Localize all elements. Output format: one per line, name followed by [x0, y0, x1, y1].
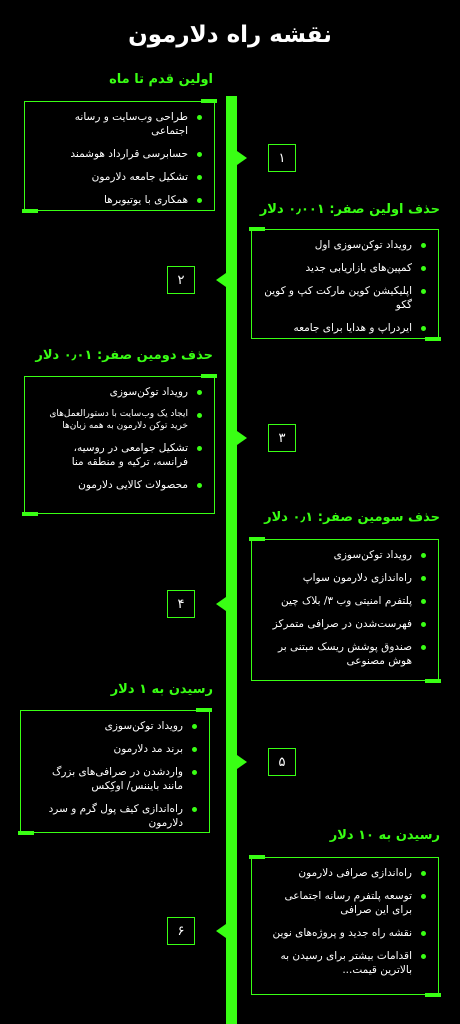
list-item: فهرست‌شدن در صرافی متمرکز — [264, 617, 426, 631]
list-item: پلتفرم امنیتی وب ۳/ بلاک چین — [264, 594, 426, 608]
list-item: صندوق پوشش ریسک مبتنی بر هوش مصنوعی — [264, 640, 426, 668]
list-item: رویداد توکن‌سوزی — [264, 548, 426, 562]
list-item: راه‌اندازی صرافی دلارمون — [264, 866, 426, 880]
phase-1-heading: اولین قدم تا ماه — [109, 72, 213, 87]
phase-1-card — [24, 101, 215, 211]
phase-5-card — [20, 710, 210, 833]
phase-2-heading: حذف اولین صفر: ۰٫۰۰۱ دلار — [259, 202, 440, 217]
list-item: کمپین‌های بازاریابی جدید — [264, 261, 426, 275]
page-title: نقشه راه دلارمون — [128, 22, 332, 48]
list-item: رویداد توکن‌سوزی — [37, 385, 202, 399]
phase-4-number: ۴ — [167, 590, 195, 618]
arrow-2 — [216, 273, 226, 287]
phase-4-card — [251, 539, 439, 681]
list-item: راه‌اندازی دلارمون سواپ — [264, 571, 426, 585]
list-item: محصولات کالایی دلارمون — [37, 478, 202, 492]
phase-5-number: ۵ — [268, 748, 296, 776]
list-item: توسعه پلتفرم رسانه اجتماعی برای این صرافی — [264, 889, 426, 917]
phase-4-heading: حذف سومین صفر: ۰٫۱ دلار — [264, 510, 440, 525]
phase-2-card — [251, 229, 439, 339]
phase-6-card — [251, 857, 439, 995]
list-item: نقشه راه جدید و پروژه‌های نوین — [264, 926, 426, 940]
list-item: راه‌اندازی کیف پول گرم و سرد دلارمون — [33, 802, 197, 830]
list-item: رویداد توکن‌سوزی اول — [264, 238, 426, 252]
list-item: رویداد توکن‌سوزی — [33, 719, 197, 733]
list-item: طراحی وب‌سایت و رسانه اجتماعی — [37, 110, 202, 138]
list-item: همکاری با یوتیوبرها — [37, 193, 202, 207]
arrow-6 — [216, 924, 226, 938]
phase-2-number: ۲ — [167, 266, 195, 294]
arrow-4 — [216, 597, 226, 611]
list-item: ایردراپ و هدایا برای جامعه — [264, 321, 426, 335]
list-item: تشکیل جامعه دلارمون — [37, 170, 202, 184]
arrow-3 — [237, 431, 247, 445]
list-item: اپلیکیشن کوین مارکت کپ و کوین گکو — [264, 284, 426, 312]
phase-3-heading: حذف دومین صفر: ۰٫۰۱ دلار — [35, 348, 213, 363]
list-item: برند مد دلارمون — [33, 742, 197, 756]
phase-3-number: ۳ — [268, 424, 296, 452]
phase-6-number: ۶ — [167, 917, 195, 945]
list-item: تشکیل جوامعی در روسیه، فرانسه، ترکیه و منطقه منا — [37, 441, 202, 469]
arrow-1 — [237, 151, 247, 165]
timeline-line — [226, 96, 237, 1024]
list-item: ایجاد یک وب‌سایت با دستورالعمل‌های خرید توکن دلارمون به همه زبان‌ها — [37, 408, 202, 432]
list-item: اقدامات بیشتر برای رسیدن به بالاترین قیمت... — [264, 949, 426, 977]
phase-5-heading: رسیدن به ۱ دلار — [110, 682, 213, 697]
phase-3-card — [24, 376, 215, 514]
arrow-5 — [237, 755, 247, 769]
phase-1-number: ۱ — [268, 144, 296, 172]
list-item: واردشدن در صرافی‌های بزرگ مانند بایننس/ اوکِکس — [33, 765, 197, 793]
phase-6-heading: رسیدن به ۱۰ دلار — [329, 828, 440, 843]
list-item: حسابرسی قرارداد هوشمند — [37, 147, 202, 161]
